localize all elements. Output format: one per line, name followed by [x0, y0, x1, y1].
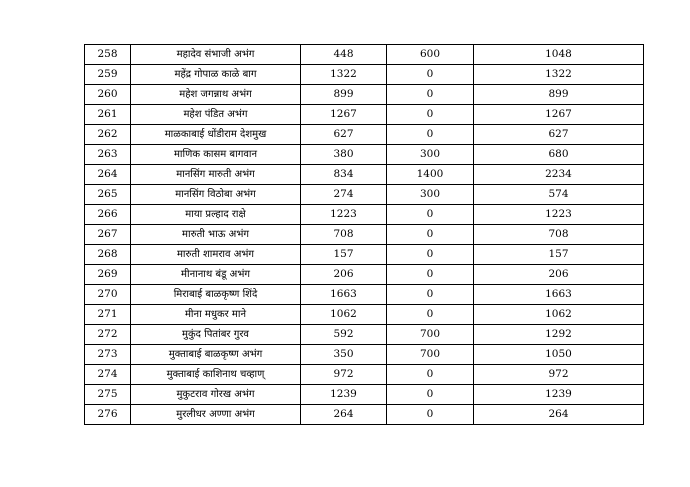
name-cell: महादेव संभाजी अभंग	[131, 45, 301, 65]
serial-number-cell: 275	[85, 385, 131, 405]
total-cell: 264	[474, 405, 644, 425]
total-cell: 680	[474, 145, 644, 165]
amount-b-cell: 0	[387, 285, 474, 305]
amount-a-cell: 1663	[301, 285, 387, 305]
serial-number-cell: 259	[85, 65, 131, 85]
name-cell: महेश पंडित अभंग	[131, 105, 301, 125]
amount-b-cell: 0	[387, 65, 474, 85]
amount-a-cell: 264	[301, 405, 387, 425]
table-row	[85, 125, 644, 145]
amount-b-cell: 300	[387, 185, 474, 205]
amount-a-cell: 592	[301, 325, 387, 345]
total-cell: 574	[474, 185, 644, 205]
table-row	[85, 65, 644, 85]
amount-b-cell: 0	[387, 365, 474, 385]
amount-b-cell: 0	[387, 105, 474, 125]
serial-number-cell: 272	[85, 325, 131, 345]
table-row	[85, 305, 644, 325]
serial-number-cell: 267	[85, 225, 131, 245]
table-row	[85, 185, 644, 205]
name-cell: मुक्ताबाई काशिनाथ चव्हाण्	[131, 365, 301, 385]
amount-a-cell: 899	[301, 85, 387, 105]
total-cell: 206	[474, 265, 644, 285]
serial-number-cell: 263	[85, 145, 131, 165]
amount-a-cell: 972	[301, 365, 387, 385]
data-table	[84, 44, 644, 425]
total-cell: 899	[474, 85, 644, 105]
amount-b-cell: 0	[387, 305, 474, 325]
table-row	[85, 105, 644, 125]
amount-b-cell: 0	[387, 265, 474, 285]
serial-number-cell: 260	[85, 85, 131, 105]
table-row	[85, 85, 644, 105]
name-cell: महेंद्र गोपाळ काळे बाग	[131, 65, 301, 85]
serial-number-cell: 269	[85, 265, 131, 285]
name-cell: माया प्रल्हाद राक्षे	[131, 205, 301, 225]
amount-a-cell: 1322	[301, 65, 387, 85]
table-row	[85, 385, 644, 405]
name-cell: मुक्ताबाई बाळकृष्ण अभंग	[131, 345, 301, 365]
table-row	[85, 245, 644, 265]
name-cell: मुरलीधर अण्णा अभंग	[131, 405, 301, 425]
amount-a-cell: 350	[301, 345, 387, 365]
table-row	[85, 205, 644, 225]
table-row	[85, 265, 644, 285]
name-cell: मिराबाई बाळकृष्ण शिंदे	[131, 285, 301, 305]
table-row	[85, 405, 644, 425]
table-row	[85, 345, 644, 365]
total-cell: 157	[474, 245, 644, 265]
name-cell: मुकुटराव गोरख अभंग	[131, 385, 301, 405]
serial-number-cell: 271	[85, 305, 131, 325]
name-cell: मारुती शामराव अभंग	[131, 245, 301, 265]
amount-b-cell: 0	[387, 385, 474, 405]
serial-number-cell: 258	[85, 45, 131, 65]
table-row	[85, 285, 644, 305]
name-cell: माणिक कासम बागवान	[131, 145, 301, 165]
serial-number-cell: 268	[85, 245, 131, 265]
total-cell: 1048	[474, 45, 644, 65]
amount-b-cell: 0	[387, 405, 474, 425]
amount-b-cell: 300	[387, 145, 474, 165]
name-cell: मीनानाथ बंडू अभंग	[131, 265, 301, 285]
name-cell: मानसिंग विठोबा अभंग	[131, 185, 301, 205]
total-cell: 1223	[474, 205, 644, 225]
serial-number-cell: 276	[85, 405, 131, 425]
name-cell: मानसिंग मारुती अभंग	[131, 165, 301, 185]
table-row	[85, 225, 644, 245]
amount-a-cell: 1062	[301, 305, 387, 325]
amount-a-cell: 1223	[301, 205, 387, 225]
total-cell: 1050	[474, 345, 644, 365]
total-cell: 1292	[474, 325, 644, 345]
table-row	[85, 365, 644, 385]
amount-a-cell: 834	[301, 165, 387, 185]
amount-b-cell: 700	[387, 345, 474, 365]
amount-b-cell: 0	[387, 85, 474, 105]
total-cell: 2234	[474, 165, 644, 185]
name-cell: मुकुंद पितांबर गुरव	[131, 325, 301, 345]
amount-a-cell: 448	[301, 45, 387, 65]
amount-a-cell: 380	[301, 145, 387, 165]
name-cell: मारुती भाऊ अभंग	[131, 225, 301, 245]
serial-number-cell: 266	[85, 205, 131, 225]
amount-b-cell: 0	[387, 125, 474, 145]
total-cell: 1322	[474, 65, 644, 85]
serial-number-cell: 274	[85, 365, 131, 385]
serial-number-cell: 262	[85, 125, 131, 145]
name-cell: महेश जगन्नाथ अभंग	[131, 85, 301, 105]
serial-number-cell: 270	[85, 285, 131, 305]
total-cell: 1062	[474, 305, 644, 325]
total-cell: 972	[474, 365, 644, 385]
total-cell: 1239	[474, 385, 644, 405]
total-cell: 1663	[474, 285, 644, 305]
serial-number-cell: 273	[85, 345, 131, 365]
amount-b-cell: 700	[387, 325, 474, 345]
serial-number-cell: 264	[85, 165, 131, 185]
serial-number-cell: 265	[85, 185, 131, 205]
serial-number-cell: 261	[85, 105, 131, 125]
total-cell: 708	[474, 225, 644, 245]
total-cell: 1267	[474, 105, 644, 125]
amount-b-cell: 0	[387, 205, 474, 225]
table-row	[85, 45, 644, 65]
amount-b-cell: 0	[387, 245, 474, 265]
table-row	[85, 145, 644, 165]
amount-a-cell: 157	[301, 245, 387, 265]
amount-a-cell: 206	[301, 265, 387, 285]
amount-a-cell: 708	[301, 225, 387, 245]
amount-b-cell: 600	[387, 45, 474, 65]
amount-a-cell: 1267	[301, 105, 387, 125]
amount-b-cell: 1400	[387, 165, 474, 185]
total-cell: 627	[474, 125, 644, 145]
table-row	[85, 325, 644, 345]
amount-b-cell: 0	[387, 225, 474, 245]
table-row	[85, 165, 644, 185]
amount-a-cell: 274	[301, 185, 387, 205]
name-cell: मीना मधुकर माने	[131, 305, 301, 325]
amount-a-cell: 1239	[301, 385, 387, 405]
amount-a-cell: 627	[301, 125, 387, 145]
table-body	[85, 45, 644, 425]
name-cell: माळकाबाई धोंडीराम देशमुख	[131, 125, 301, 145]
